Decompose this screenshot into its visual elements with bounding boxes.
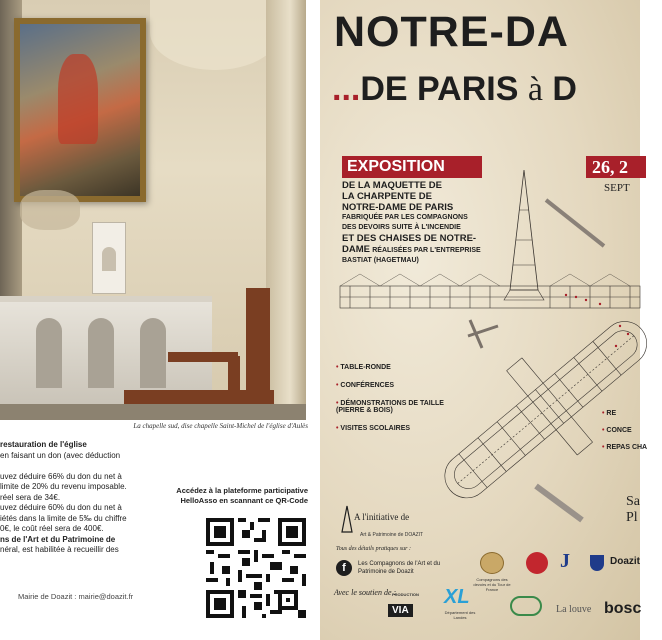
facebook-page-name[interactable]: Les Compagnons de l'Art et du Patrimoine de Doazit xyxy=(358,561,441,575)
support-label: Avec le soutien de : xyxy=(334,588,397,597)
donation-text xyxy=(0,440,140,556)
desc-line: BASTIAT (HAGETMAU) xyxy=(342,257,419,264)
event-item: • CONFÉRENCES xyxy=(336,382,466,389)
donation-line: réel sera de 34€. xyxy=(0,492,61,502)
helloasso-text: Accédez à la plateforme participative HelloAsso en scannant ce QR-Code xyxy=(176,486,308,505)
event-item: • DÉMONSTRATIONS DE TAILLE (PIERRE & BOIS) xyxy=(336,400,466,414)
desc-line: DE LA MAQUETTE DE xyxy=(342,180,442,191)
left-page xyxy=(0,0,320,640)
wooden-lectern xyxy=(246,288,270,398)
donation-line: iétés dans la limite de 5‰ du chiffre xyxy=(0,513,127,523)
organiser-logo-icon xyxy=(340,506,354,534)
departement-caption: Département des Landes xyxy=(444,610,476,620)
compagnons-logo-icon xyxy=(480,552,504,574)
stone-pillar xyxy=(266,0,306,420)
floor xyxy=(0,404,306,420)
altar-arch xyxy=(88,318,114,388)
mairie-contact: Mairie de Doazit : mairie@doazit.fr xyxy=(18,592,134,601)
title-line-2 xyxy=(332,70,577,109)
altar-arch xyxy=(36,318,62,388)
event-item: • RE xyxy=(602,410,662,417)
donation-line xyxy=(0,461,140,472)
right-page xyxy=(320,0,648,640)
organiser-name: Art & Patrimoine de DOAZIT xyxy=(360,532,424,538)
donation-line: limite de 20% du revenu imposable. xyxy=(0,482,127,491)
altar-arch xyxy=(140,318,166,388)
wall-stain xyxy=(20,190,80,230)
desc-line: ET DES CHAISES DE NOTRE- xyxy=(342,233,477,244)
green-seal-icon xyxy=(510,596,542,616)
doazit-shield-icon xyxy=(590,555,604,571)
donation-line: uvez déduire 66% du don du net à xyxy=(0,471,122,481)
logo-j: J xyxy=(560,550,570,572)
qr-code[interactable] xyxy=(206,518,306,618)
venue-pl: Pl xyxy=(626,510,638,525)
facebook-icon[interactable]: f xyxy=(336,560,352,576)
desc-dame: DAME xyxy=(342,244,370,255)
month-label: SEPT xyxy=(604,182,630,194)
vault-shape xyxy=(150,0,280,70)
event-item: • VISITES SCOLAIRES xyxy=(336,425,466,432)
exposition-banner: EXPOSITION xyxy=(342,156,482,178)
donation-line: 0€, le coût réel sera de 400€. xyxy=(0,524,104,533)
initiative-label: A l'initiative de xyxy=(354,512,410,522)
date-banner: 26, 2 xyxy=(586,156,646,178)
photo-caption: La chapelle sud, dise chapelle Saint-Michel de l'église d'Aulès xyxy=(133,422,308,430)
logo-doazit: Doazit xyxy=(610,556,640,567)
events-list xyxy=(336,364,466,443)
painting-frame xyxy=(14,18,146,202)
venue-fragment xyxy=(626,494,640,526)
details-label: Tous des détails pratiques sur : xyxy=(336,546,411,552)
desc-line: DES DEVOIRS SUITE À L'INCENDIE xyxy=(342,224,461,231)
exhibition-description xyxy=(342,180,512,266)
title-de-paris: DE PARIS xyxy=(360,70,519,108)
donation-line: restauration de l'église xyxy=(0,440,87,449)
donation-line: uvez déduire 60% du don du net à xyxy=(0,503,122,512)
logo-la-louve: La louve xyxy=(556,604,592,615)
donation-line: en faisant un don (avec déduction xyxy=(0,450,121,460)
event-item: • REPAS CHA xyxy=(602,444,662,451)
title-dots: ... xyxy=(332,70,361,108)
wooden-bench xyxy=(124,390,274,404)
donation-line: néral, est habilitée à recueillir des xyxy=(0,545,119,554)
logo-via: VIA xyxy=(388,604,413,617)
chapel-photo xyxy=(0,0,306,420)
title-line-1: NOTRE-DA xyxy=(334,8,569,56)
tabernacle xyxy=(92,222,126,294)
title-d: D xyxy=(552,70,577,108)
title-a: à xyxy=(527,71,543,108)
events-list-right xyxy=(602,410,662,461)
desc-line: NOTRE-DAME DE PARIS xyxy=(342,202,454,213)
event-item: • TABLE-RONDE xyxy=(336,364,466,371)
logo-xl: XL xyxy=(444,586,470,608)
desc-entreprise: RÉALISÉES PAR L'ENTREPRISE xyxy=(372,247,481,254)
venue-sa: Sa xyxy=(626,494,640,509)
desc-line xyxy=(342,244,512,256)
desc-line: FABRIQUÉE PAR LES COMPAGNONS xyxy=(342,214,468,221)
logo-via-production: PRODUCTION xyxy=(392,592,419,597)
saint-michel-painting xyxy=(20,24,140,196)
red-seal-icon xyxy=(526,552,548,574)
event-item: • CONCE xyxy=(602,427,662,434)
desc-line: LA CHARPENTE DE xyxy=(342,191,432,202)
compagnons-caption: Compagnons des devoirs et du Tour de France xyxy=(473,577,511,592)
donation-line: ns de l'Art et du Patrimoine de xyxy=(0,534,116,544)
logo-bosc: bosc xyxy=(604,600,642,617)
